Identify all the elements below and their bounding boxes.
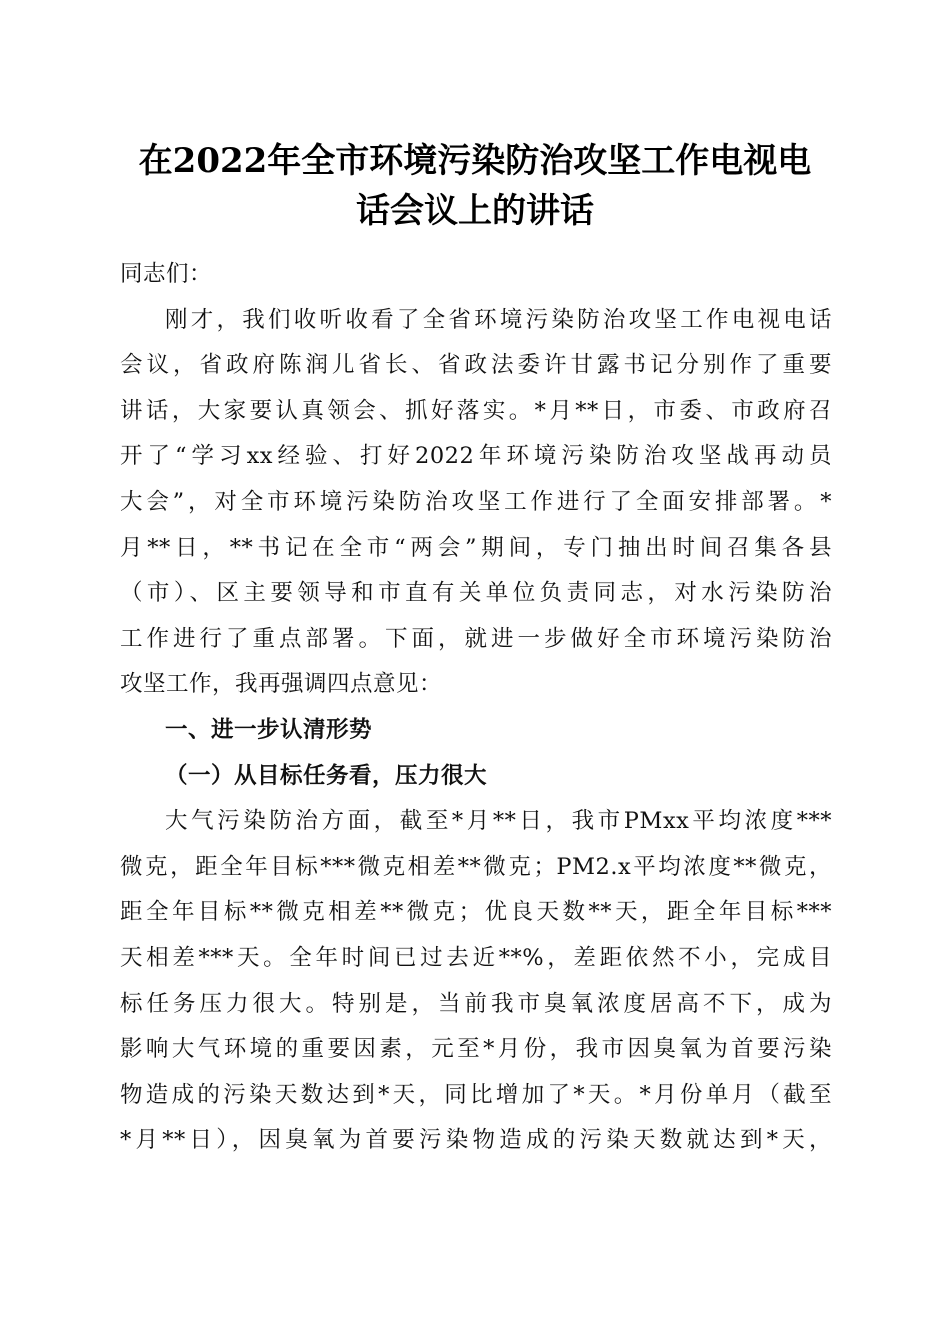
title-line-2: 话会议上的讲话 [356, 191, 594, 231]
document-title [100, 136, 850, 236]
paragraph-line: 开了“学习xx经验、打好2022年环境污染防治攻坚战再动员 [120, 443, 832, 470]
paragraph-line: 会议，省政府陈润儿省长、省政法委许甘露书记分别作了重要 [120, 352, 832, 379]
paragraph-line: 刚才，我们收听收看了全省环境污染防治攻坚工作电视电话 [165, 306, 832, 333]
paragraph-line: 天相差***天。全年时间已过去近**%，差距依然不小，完成目 [120, 944, 832, 971]
paragraph-line: 大会”，对全市环境污染防治攻坚工作进行了全面安排部署。* [120, 488, 832, 515]
paragraph-intro [120, 298, 832, 708]
paragraph-line: 标任务压力很大。特别是，当前我市臭氧浓度居高不下，成为 [120, 990, 832, 1017]
paragraph-line: 攻坚工作，我再强调四点意见： [120, 671, 443, 698]
paragraph-air-pollution [120, 799, 832, 1164]
paragraph-line: （市）、区主要领导和市直有关单位负责同志，对水污染防治 [120, 580, 832, 607]
paragraph-line: 月**日，**书记在全市“两会”期间，专门抽出时间召集各县 [120, 534, 832, 561]
subsection-heading: （一）从目标任务看，压力很大 [165, 762, 488, 789]
paragraph-line: 讲话，大家要认真领会、抓好落实。*月**日，市委、市政府召 [120, 397, 832, 424]
section-heading: 一、进一步认清形势 [165, 716, 373, 743]
paragraph-line: 距全年目标**微克相差**微克；优良天数**天，距全年目标*** [120, 899, 832, 926]
paragraph-line: *月**日），因臭氧为首要污染物造成的污染天数就达到*天， [120, 1127, 832, 1154]
paragraph-line: 工作进行了重点部署。下面，就进一步做好全市环境污染防治 [120, 625, 832, 652]
paragraph-line: 微克，距全年目标***微克相差**微克；PM2.x平均浓度**微克， [120, 853, 832, 880]
paragraph-line: 物造成的污染天数达到*天，同比增加了*天。*月份单月（截至 [120, 1081, 832, 1108]
title-line-1: 在2022年全市环境污染防治攻坚工作电视电 [138, 141, 812, 181]
paragraph-line: 大气污染防治方面，截至*月**日，我市PMxx平均浓度*** [165, 808, 832, 835]
paragraph-line: 影响大气环境的重要因素，元至*月份，我市因臭氧为首要污染 [120, 1036, 832, 1063]
salutation: 同志们： [120, 261, 213, 287]
document-body [120, 252, 832, 1164]
